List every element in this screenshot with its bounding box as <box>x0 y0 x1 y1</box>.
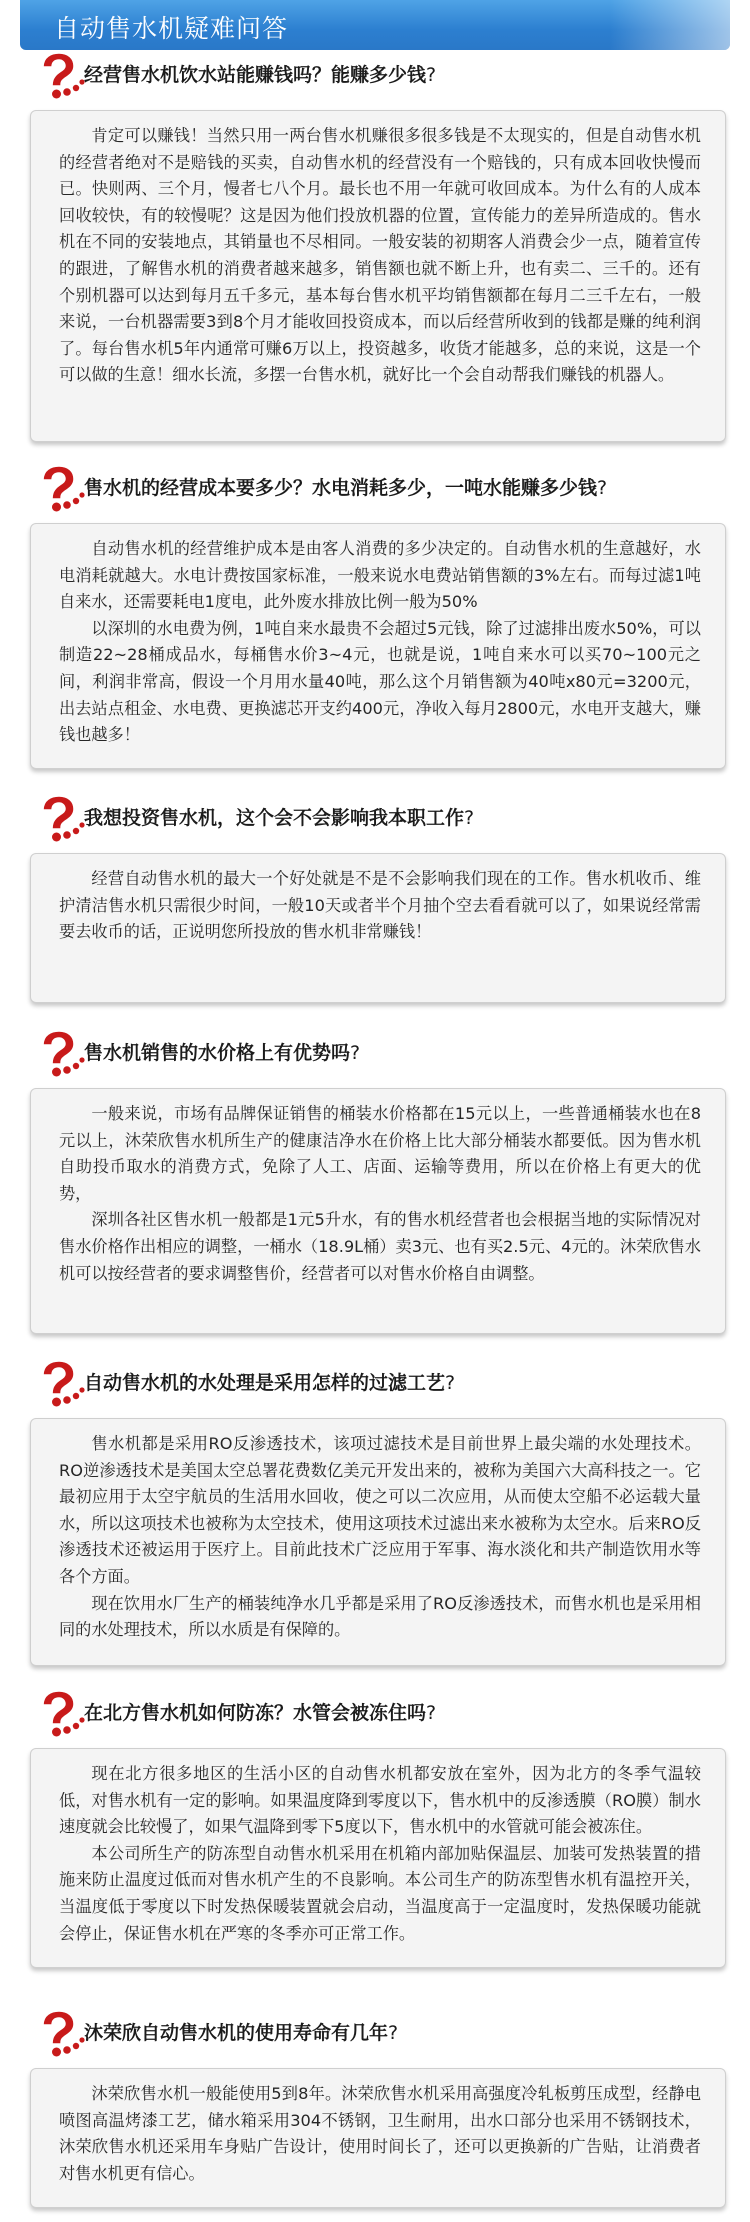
qa-block <box>0 795 750 942</box>
question-mark-icon <box>36 465 86 513</box>
question-row <box>0 2010 750 2060</box>
question-mark-icon <box>36 52 86 100</box>
question-mark-icon <box>36 795 86 843</box>
qa-block <box>0 1030 750 1283</box>
qa-block <box>0 2010 750 2183</box>
qa-block <box>0 1690 750 1943</box>
answer-box <box>30 1748 726 1968</box>
answer-paragraph: 现在北方很多地区的生活小区的自动售水机都安放在室外，因为北方的冬季气温较低，对售水机有一定的影响。如果温度降到零度以下，售水机中的反渗透膜（RO膜）制水速度就会比较慢了，如果气温降到零下5度以下，售水机中的水管就可能会被冻住。 <box>59 1764 701 1837</box>
answer-box <box>30 853 726 1003</box>
page-title: 自动售水机疑难问答 <box>54 14 289 43</box>
answer-paragraph: 一般来说，市场有品牌保证销售的桶装水价格都在15元以上，一些普通桶装水也在8元以上，沐荣欣售水机所生产的健康洁净水在价格上比大部分桶装水都要低。因为售水机自助投币取水的消费方式，免除了人工、店面、运输等费用，所以在价格上有更大的优势， <box>59 1104 701 1203</box>
qa-block <box>0 465 750 745</box>
question-mark-icon <box>36 1690 86 1738</box>
question-title: 沐荣欣自动售水机的使用寿命有几年? <box>84 2022 399 2044</box>
answer-box <box>30 523 726 769</box>
question-mark-icon <box>36 1030 86 1078</box>
question-row <box>0 465 750 515</box>
qa-block <box>0 52 750 385</box>
answer-paragraph: 肯定可以赚钱！当然只用一两台售水机赚很多很多钱是不太现实的，但是自动售水机的经营者绝对不是赔钱的买卖，自动售水机的经营没有一个赔钱的，只有成本回收快慢而已。快则两、三个月，慢者七八个月。最长也不用一年就可收回成本。为什么有的人成本回收较快，有的较慢呢？这是因为他们投放机器的位置，宣传能力的差异所造成的。售水机在不同的安装地点，其销量也不尽相同。一般安装的初期客人消费会少一点，随着宣传的跟进，了解售水机的消费者越来越多，销售额也就不断上升，也有卖二、三千的。还有个别机器可以达到每月五千多元，基本每台售水机平均销售额都在每月二三千左右，一般来说，一台机器需要3到8个月才能收回投资成本，而以后经营所收到的钱都是赚的纯利润了。每台售水机5年内通常可赚6万以上，投资越多，收货才能越多，总的来说，这是一个可以做的生意！细水长流，多摆一台售水机，就好比一个会自动帮我们赚钱的机器人。 <box>59 126 701 385</box>
answer-paragraph: 本公司所生产的防冻型自动售水机采用在机箱内部加贴保温层、加装可发热装置的措施来防止温度过低而对售水机产生的不良影响。本公司生产的防冻型售水机有温控开关，当温度低于零度以下时发热保暖装置就会启动，当温度高于一定温度时，发热保暖功能就会停止，保证售水机在严寒的冬季亦可正常工作。 <box>59 1843 701 1943</box>
answer-paragraph: 自动售水机的经营维护成本是由客人消费的多少决定的。自动售水机的生意越好，水电消耗就越大。水电计费按国家标准，一般来说水电费站销售额的3%左右。而每过滤1吨自来水，还需要耗电1度电，此外废水排放比例一般为50% <box>59 539 701 612</box>
answer-box <box>30 110 726 442</box>
answer-paragraph: 售水机都是采用RO反渗透技术，该项过滤技术是目前世界上最尖端的水处理技术。RO逆渗透技术是美国太空总署花费数亿美元开发出来的，被称为美国六大高科技之一。它最初应用于太空宇航员的生活用水回收，使之可以二次应用，从而使太空船不必运载大量水，所以这项技术也被称为太空技术，使用这项技术过滤出来水被称为太空水。后来RO反渗透技术还被运用于医疗上。目前此技术广泛应用于军事、海水淡化和共产制造饮用水等各个方面。 <box>59 1434 701 1586</box>
answer-paragraph: 经营自动售水机的最大一个好处就是不是不会影响我们现在的工作。售水机收币、维护清洁售水机只需很少时间，一般10天或者半个月抽个空去看看就可以了，如果说经常需要去收币的话，正说明您所投放的售水机非常赚钱！ <box>59 869 701 942</box>
answer-box <box>30 2068 726 2208</box>
question-title: 我想投资售水机，这个会不会影响我本职工作? <box>84 807 475 829</box>
question-row <box>0 795 750 845</box>
question-title: 在北方售水机如何防冻？水管会被冻住吗? <box>84 1702 437 1724</box>
answer-paragraph: 以深圳的水电费为例，1吨自来水最贵不会超过5元钱，除了过滤排出废水50%，可以制造22~28桶成品水，每桶售水价3~4元，也就是说，1吨自来水可以买70~100元之间，利润非常高，假设一个月用水量40吨，那么这个月销售额为40吨x80元=3200元，出去站点租金、水电费、更换滤芯开支约400元，净收入每月2800元，水电开支越大，赚钱也越多！ <box>59 618 701 745</box>
qa-block <box>0 1360 750 1640</box>
answer-box <box>30 1088 726 1334</box>
question-title: 自动售水机的水处理是采用怎样的过滤工艺? <box>84 1372 456 1394</box>
page-header <box>20 0 730 50</box>
question-title: 经营售水机饮水站能赚钱吗？能赚多少钱? <box>84 64 437 86</box>
answer-box <box>30 1418 726 1666</box>
header-shine <box>610 0 730 50</box>
question-row <box>0 1690 750 1740</box>
answer-paragraph: 现在饮用水厂生产的桶装纯净水几乎都是采用了RO反渗透技术，而售水机也是采用相同的水处理技术，所以水质是有保障的。 <box>59 1593 701 1640</box>
question-mark-icon <box>36 1360 86 1408</box>
question-row <box>0 1360 750 1410</box>
question-title: 售水机的经营成本要多少？水电消耗多少，一吨水能赚多少钱? <box>84 477 608 499</box>
answer-paragraph: 深圳各社区售水机一般都是1元5升水，有的售水机经营者也会根据当地的实际情况对售水价格作出相应的调整，一桶水（18.9L桶）卖3元、也有买2.5元、4元的。沐荣欣售水机可以按经营者的要求调整售价，经营者可以对售水价格自由调整。 <box>59 1210 701 1283</box>
question-row <box>0 1030 750 1080</box>
answer-paragraph: 沐荣欣售水机一般能使用5到8年。沐荣欣售水机采用高强度冷轧板剪压成型，经静电喷图高温烤漆工艺，储水箱采用304不锈钢，卫生耐用，出水口部分也采用不锈钢技术，沐荣欣售水机还采用车身贴广告设计，使用时间长了，还可以更换新的广告贴，让消费者对售水机更有信心。 <box>59 2084 701 2183</box>
question-row <box>0 52 750 102</box>
question-mark-icon <box>36 2010 86 2058</box>
question-title: 售水机销售的水价格上有优势吗? <box>84 1042 361 1064</box>
